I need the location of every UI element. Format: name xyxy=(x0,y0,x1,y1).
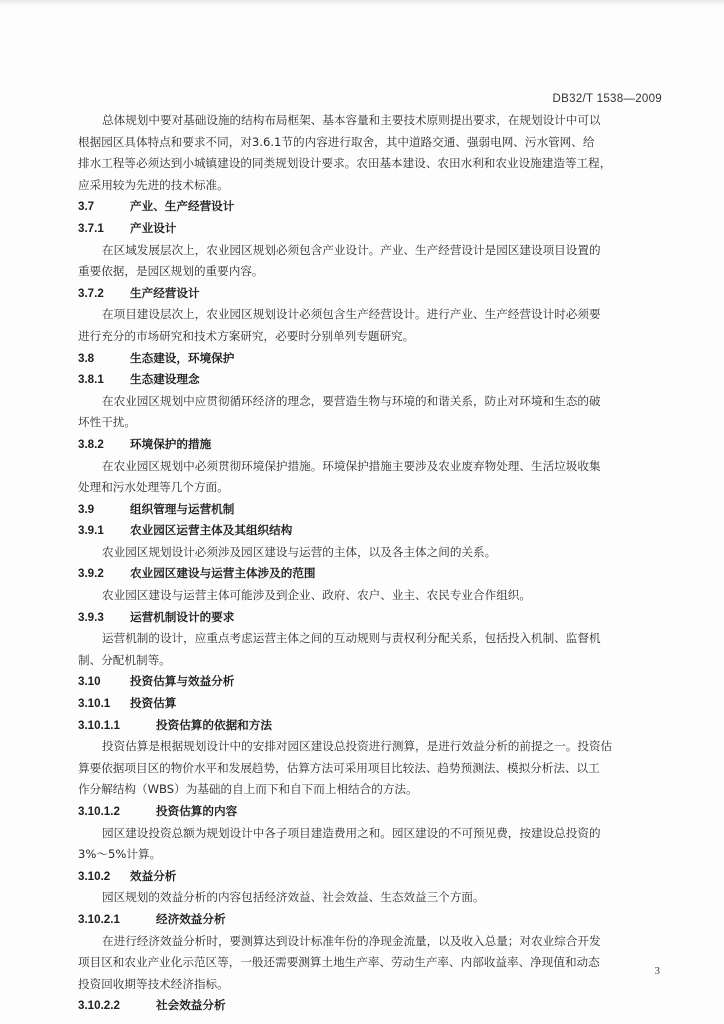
section-number: 3.10.1.2 xyxy=(78,805,120,818)
paragraph-line: 投资估算是根据规划设计中的安排对园区建设总投资进行测算，是进行效益分析的前提之一。投资估 xyxy=(102,739,613,754)
section-heading xyxy=(78,348,664,370)
paragraph-line: 园区规划的效益分析的内容包括经济效益、社会效益、生态效益三个方面。 xyxy=(102,890,485,905)
section-title: 运营机制设计的要求 xyxy=(130,609,235,624)
paragraph-line: 处理和污水处理等几个方面。 xyxy=(78,480,229,495)
section-title: 生产经营设计 xyxy=(130,285,200,300)
paragraph-line: 在区域发展层次上，农业园区规划必须包含产业设计。产业、生产经营设计是园区建设项目设置的 xyxy=(102,242,601,257)
section-title: 农业园区运营主体及其组织结构 xyxy=(130,523,293,538)
section-number: 3.10.1.1 xyxy=(78,718,120,732)
section-number: 3.8 xyxy=(78,351,95,365)
paragraph-line: 根据园区具体特点和要求不同，对3.6.1节的内容进行取舍，其中道路交通、强弱电网、污水管网、给 xyxy=(78,134,595,149)
paragraph-line: 园区建设投资总额为规划设计中各子项目建造费用之和。园区建设的不可预见费，按建设总投资的 xyxy=(102,825,601,840)
paragraph-line: 算要依据项目区的物价水平和发展趋势，估算方法可采用项目比较法、趋势预测法、模拟分析法、以工 xyxy=(78,760,600,775)
section-title: 效益分析 xyxy=(130,868,177,883)
section-number: 3.10.2.1 xyxy=(78,912,120,926)
paragraph-line: 在进行经济效益分析时，要测算达到设计标准年份的净现金流量，以及收入总量；对农业综合开发 xyxy=(102,933,601,948)
section-heading xyxy=(78,369,664,391)
section-number: 3.9.2 xyxy=(78,567,104,581)
section-title: 经济效益分析 xyxy=(156,911,226,926)
section-title: 社会效益分析 xyxy=(156,998,226,1013)
section-heading xyxy=(78,520,664,542)
section-number: 3.10.2 xyxy=(78,869,111,883)
section-number: 3.8.1 xyxy=(78,373,104,387)
section-title: 投资估算 xyxy=(130,696,177,711)
section-title: 投资估算的内容 xyxy=(156,804,238,818)
page-number: 3 xyxy=(654,965,660,977)
section-number: 3.10 xyxy=(78,675,101,689)
section-title: 投资估算与效益分析 xyxy=(130,674,235,689)
paragraph-line: 总体规划中要对基础设施的结构布局框架、基本容量和主要技术原则提出要求，在规划设计中可以 xyxy=(102,113,601,127)
paragraph-line: 项目区和农业产业化示范区等，一般还需要测算土地生产率、劳动生产率、内部收益率、净现值和动态 xyxy=(78,955,600,970)
section-heading xyxy=(78,801,664,823)
standard-code-header: DB32/T 1538—2009 xyxy=(552,93,662,105)
paragraph-line: 农业园区建设与运营主体可能涉及到企业、政府、农户、业主、农民专业合作组织。 xyxy=(102,588,531,603)
paragraph-line: 制、分配机制等。 xyxy=(78,652,171,667)
section-title: 投资估算的依据和方法 xyxy=(156,717,272,732)
paragraph-line: 3%～5%计算。 xyxy=(78,847,162,862)
section-heading xyxy=(78,607,664,629)
section-heading xyxy=(78,499,664,521)
paragraph-line: 坏性干扰。 xyxy=(78,415,136,430)
scan-shadow xyxy=(0,0,724,6)
section-heading xyxy=(78,563,664,585)
paragraph-line: 作分解结构（WBS）为基础的自上而下和自下而上相结合的方法。 xyxy=(78,782,418,797)
section-title: 产业、生产经营设计 xyxy=(130,199,235,214)
section-heading xyxy=(78,715,664,737)
section-number: 3.9.3 xyxy=(78,610,104,624)
section-title: 生态建设理念 xyxy=(130,372,200,387)
section-heading xyxy=(78,218,664,240)
paragraph-line: 投资回收期等技术经济指标。 xyxy=(78,976,229,991)
paragraph-line: 应采用较为先进的技术标准。 xyxy=(78,177,229,192)
section-number: 3.10.1 xyxy=(78,697,111,711)
section-heading xyxy=(78,434,664,456)
section-heading xyxy=(78,283,664,305)
paragraph-line: 在项目建设层次上，农业园区规划设计必须包含生产经营设计。进行产业、生产经营设计时必须要 xyxy=(102,307,601,322)
section-heading xyxy=(78,995,664,1017)
section-title: 农业园区建设与运营主体涉及的范围 xyxy=(130,566,316,581)
section-title: 产业设计 xyxy=(130,220,177,235)
section-number: 3.7 xyxy=(78,200,95,214)
section-title: 组织管理与运营机制 xyxy=(130,501,235,516)
document-body xyxy=(78,110,664,1017)
section-number: 3.7.1 xyxy=(78,221,104,235)
paragraph-line: 进行充分的市场研究和技术方案研究，必要时分别单列专题研究。 xyxy=(78,328,415,343)
section-title: 环境保护的措施 xyxy=(130,436,212,451)
section-number: 3.9 xyxy=(78,502,95,516)
paragraph-line: 运营机制的设计，应重点考虑运营主体之间的互动规则与责权利分配关系，包括投入机制、监督机 xyxy=(102,631,601,646)
section-heading xyxy=(78,671,664,693)
paragraph-line: 农业园区规划设计必须涉及园区建设与运营的主体，以及各主体之间的关系。 xyxy=(102,544,497,559)
paragraph-line: 在农业园区规划中必须贯彻环境保护措施。环境保护措施主要涉及农业废弃物处理、生活垃圾收集 xyxy=(102,458,601,473)
section-title: 生态建设，环境保护 xyxy=(130,350,235,365)
section-heading xyxy=(78,693,664,715)
section-number: 3.8.2 xyxy=(78,437,104,451)
section-number: 3.9.1 xyxy=(78,524,104,538)
paragraph-line: 排水工程等必须达到小城镇建设的同类规划设计要求。农田基本建设、农田水利和农业设施建造等工程， xyxy=(78,156,612,171)
section-number: 3.10.2.2 xyxy=(78,999,120,1013)
section-number: 3.7.2 xyxy=(78,286,104,300)
section-heading xyxy=(78,866,664,888)
paragraph-line: 重要依据，是园区规划的重要内容。 xyxy=(78,264,264,279)
section-heading xyxy=(78,196,664,218)
section-heading xyxy=(78,909,664,931)
paragraph-line: 在农业园区规划中应贯彻循环经济的理念，要营造生物与环境的和谐关系，防止对环境和生态的破 xyxy=(102,393,601,408)
